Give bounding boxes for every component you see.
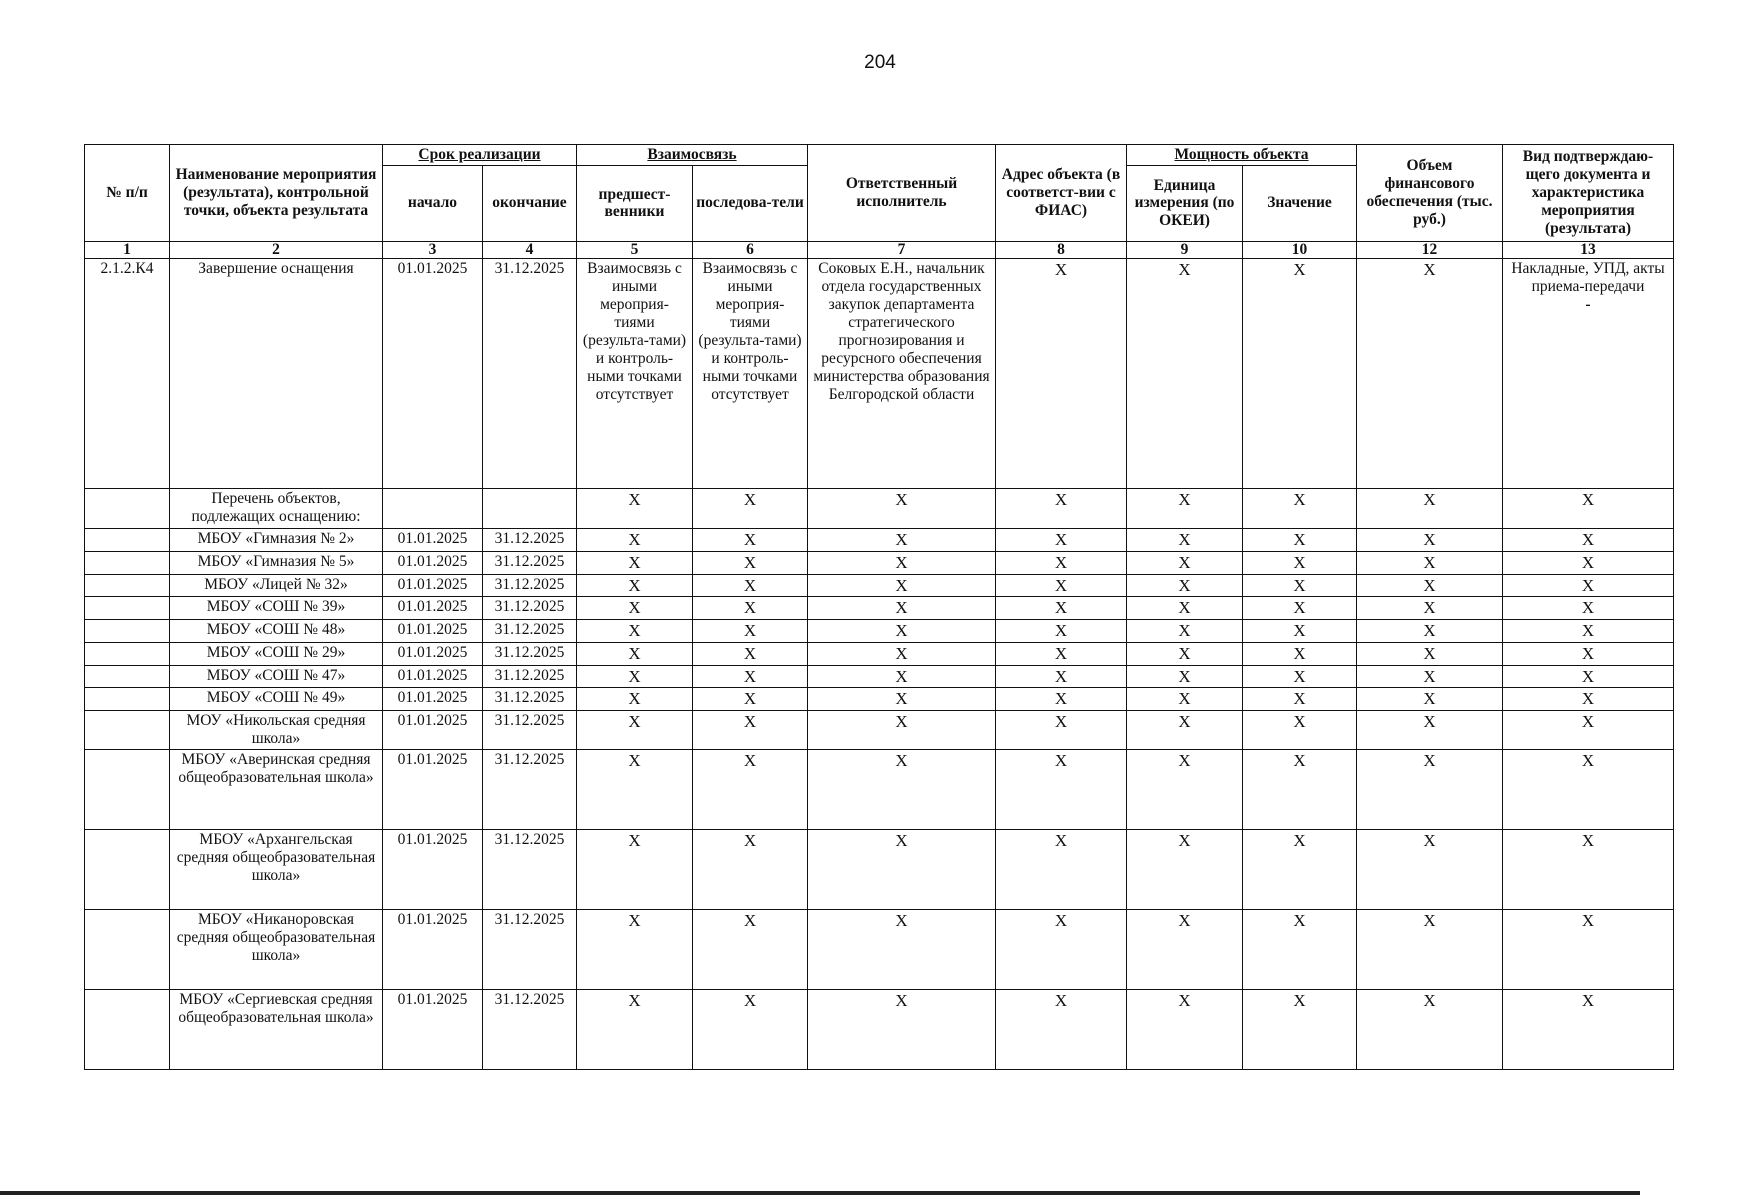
row-unit: Х: [1127, 642, 1243, 665]
row-name: МБОУ «Гимназия № 5»: [170, 551, 383, 574]
row-successors: Х: [693, 665, 808, 688]
row-predecessors: Х: [577, 620, 693, 643]
row-responsible: Х: [808, 642, 996, 665]
row-value: Х: [1243, 551, 1357, 574]
row-successors: Х: [693, 574, 808, 597]
row-successors: Х: [693, 710, 808, 749]
row-start-date: 01.01.2025: [383, 688, 483, 711]
row-end-date: 31.12.2025: [483, 909, 577, 989]
row-unit: Х: [1127, 574, 1243, 597]
row-address: Х: [996, 642, 1127, 665]
header-name: Наименование мероприятия (результата), контрольной точки, объекта результата: [170, 145, 383, 242]
table-row: [85, 829, 1674, 909]
row-responsible: Х: [808, 551, 996, 574]
row-value: Х: [1243, 529, 1357, 552]
row-responsible: Х: [808, 749, 996, 829]
row-end-date: 31.12.2025: [483, 620, 577, 643]
row-finance: Х: [1357, 574, 1503, 597]
row-finance: Х: [1357, 620, 1503, 643]
row-predecessors: Х: [577, 642, 693, 665]
row-responsible: Х: [808, 665, 996, 688]
row-value: Х: [1243, 909, 1357, 989]
row-value: Х: [1243, 749, 1357, 829]
row-name: МБОУ «СОШ № 48»: [170, 620, 383, 643]
column-number: 2: [170, 241, 383, 258]
row-document: [1503, 259, 1674, 489]
column-number: 3: [383, 241, 483, 258]
row-document: Х: [1503, 620, 1674, 643]
row-responsible: Х: [808, 989, 996, 1069]
row-end-date: 31.12.2025: [483, 829, 577, 909]
row-name: МБОУ «СОШ № 29»: [170, 642, 383, 665]
table-body: [85, 259, 1674, 529]
row-responsible: Х: [808, 829, 996, 909]
table-row: [85, 665, 1674, 688]
row-responsible: Х: [808, 489, 996, 529]
table-row: [85, 642, 1674, 665]
row-predecessors: Х: [577, 989, 693, 1069]
table-row-list-heading: [85, 489, 1674, 529]
row-value: Х: [1243, 574, 1357, 597]
header-responsible: Ответственный исполнитель: [808, 145, 996, 242]
row-unit: Х: [1127, 259, 1243, 489]
row-value: Х: [1243, 259, 1357, 489]
row-end-date: 31.12.2025: [483, 710, 577, 749]
row-start-date: 01.01.2025: [383, 259, 483, 489]
row-number: [85, 642, 170, 665]
row-document: Х: [1503, 665, 1674, 688]
page-number: 204: [864, 52, 896, 73]
row-finance: Х: [1357, 259, 1503, 489]
row-responsible: Х: [808, 620, 996, 643]
row-document: Х: [1503, 710, 1674, 749]
column-number: 8: [996, 241, 1127, 258]
header-relation-pred: предшест-венники: [577, 165, 693, 241]
row-start-date: 01.01.2025: [383, 529, 483, 552]
row-successors: Х: [693, 749, 808, 829]
row-number: [85, 597, 170, 620]
row-value: Х: [1243, 489, 1357, 529]
column-number: 4: [483, 241, 577, 258]
row-document: Х: [1503, 749, 1674, 829]
row-unit: Х: [1127, 688, 1243, 711]
row-successors: Х: [693, 909, 808, 989]
column-number: 7: [808, 241, 996, 258]
table-row: [85, 688, 1674, 711]
row-end-date: [483, 489, 577, 529]
row-address: Х: [996, 259, 1127, 489]
row-start-date: 01.01.2025: [383, 710, 483, 749]
events-table: [84, 144, 1674, 1070]
row-name: МБОУ «СОШ № 47»: [170, 665, 383, 688]
row-document: Х: [1503, 574, 1674, 597]
row-document: Х: [1503, 597, 1674, 620]
column-number: 6: [693, 241, 808, 258]
row-end-date: 31.12.2025: [483, 665, 577, 688]
row-finance: Х: [1357, 529, 1503, 552]
row-number: 2.1.2.К4: [85, 259, 170, 489]
row-number: [85, 749, 170, 829]
row-unit: Х: [1127, 620, 1243, 643]
row-name: МБОУ «Гимназия № 2»: [170, 529, 383, 552]
row-finance: Х: [1357, 597, 1503, 620]
row-responsible: Х: [808, 710, 996, 749]
row-successors: Х: [693, 688, 808, 711]
row-responsible: Х: [808, 597, 996, 620]
row-number: [85, 989, 170, 1069]
row-finance: Х: [1357, 489, 1503, 529]
row-document-text: Накладные, УПД, акты приема-передачи: [1511, 260, 1665, 296]
row-address: Х: [996, 551, 1127, 574]
row-end-date: 31.12.2025: [483, 688, 577, 711]
row-finance: Х: [1357, 989, 1503, 1069]
row-value: Х: [1243, 642, 1357, 665]
column-number: 10: [1243, 241, 1357, 258]
table-row: [85, 710, 1674, 749]
row-address: Х: [996, 574, 1127, 597]
row-finance: Х: [1357, 665, 1503, 688]
row-value: Х: [1243, 597, 1357, 620]
header-term-end: окончание: [483, 165, 577, 241]
row-name: Завершение оснащения: [170, 259, 383, 489]
row-address: Х: [996, 710, 1127, 749]
row-start-date: 01.01.2025: [383, 597, 483, 620]
row-value: Х: [1243, 710, 1357, 749]
row-predecessors: Х: [577, 710, 693, 749]
row-finance: Х: [1357, 909, 1503, 989]
row-value: Х: [1243, 989, 1357, 1069]
row-predecessors: Взаимосвязь с иными мероприя-тиями (результа-тами) и контроль-ными точками отсутствует: [577, 259, 693, 489]
header-capacity: Мощность объекта: [1127, 145, 1357, 166]
row-document: Х: [1503, 688, 1674, 711]
column-number: 12: [1357, 241, 1503, 258]
row-number: [85, 909, 170, 989]
row-number: [85, 529, 170, 552]
row-finance: Х: [1357, 710, 1503, 749]
row-document: Х: [1503, 909, 1674, 989]
row-address: Х: [996, 829, 1127, 909]
row-successors: Х: [693, 989, 808, 1069]
bottom-rule: [0, 1191, 1640, 1195]
row-name: Перечень объектов, подлежащих оснащению:: [170, 489, 383, 529]
row-unit: Х: [1127, 710, 1243, 749]
row-name: МБОУ «СОШ № 39»: [170, 597, 383, 620]
row-start-date: 01.01.2025: [383, 642, 483, 665]
table-row: [85, 529, 1674, 552]
table-row-main: [85, 259, 1674, 489]
row-value: Х: [1243, 665, 1357, 688]
row-responsible: Х: [808, 574, 996, 597]
row-address: Х: [996, 529, 1127, 552]
row-document: Х: [1503, 829, 1674, 909]
row-predecessors: Х: [577, 489, 693, 529]
row-start-date: 01.01.2025: [383, 829, 483, 909]
row-value: Х: [1243, 620, 1357, 643]
row-end-date: 31.12.2025: [483, 642, 577, 665]
row-predecessors: Х: [577, 688, 693, 711]
row-address: Х: [996, 909, 1127, 989]
row-successors: Х: [693, 620, 808, 643]
row-name: МБОУ «Архангельская средняя общеобразовательная школа»: [170, 829, 383, 909]
row-name: МОУ «Никольская средняя школа»: [170, 710, 383, 749]
row-address: Х: [996, 597, 1127, 620]
row-unit: Х: [1127, 909, 1243, 989]
row-document: Х: [1503, 642, 1674, 665]
row-predecessors: Х: [577, 529, 693, 552]
row-successors: Х: [693, 489, 808, 529]
row-predecessors: Х: [577, 574, 693, 597]
row-address: Х: [996, 620, 1127, 643]
row-number: [85, 665, 170, 688]
row-name: МБОУ «Лицей № 32»: [170, 574, 383, 597]
row-value: Х: [1243, 829, 1357, 909]
row-unit: Х: [1127, 749, 1243, 829]
row-end-date: 31.12.2025: [483, 597, 577, 620]
row-end-date: 31.12.2025: [483, 749, 577, 829]
column-number: 1: [85, 241, 170, 258]
row-document: Х: [1503, 551, 1674, 574]
row-name: МБОУ «СОШ № 49»: [170, 688, 383, 711]
table-row: [85, 597, 1674, 620]
row-number: [85, 574, 170, 597]
row-responsible: Х: [808, 688, 996, 711]
row-responsible: Соковых Е.Н., начальник отдела государственных закупок департамента стратегического прогнозирования и ресурсного обеспечения министерства образования Белгородской области: [808, 259, 996, 489]
row-number: [85, 688, 170, 711]
column-number: 9: [1127, 241, 1243, 258]
row-predecessors: Х: [577, 551, 693, 574]
header-address: Адрес объекта (в соответст-вии с ФИАС): [996, 145, 1127, 242]
row-number: [85, 489, 170, 529]
row-number: [85, 620, 170, 643]
table-row: [85, 574, 1674, 597]
row-end-date: 31.12.2025: [483, 259, 577, 489]
column-number: 13: [1503, 241, 1674, 258]
row-unit: Х: [1127, 529, 1243, 552]
row-start-date: 01.01.2025: [383, 749, 483, 829]
row-name: МБОУ «Аверинская средняя общеобразовательная школа»: [170, 749, 383, 829]
row-predecessors: Х: [577, 909, 693, 989]
row-predecessors: Х: [577, 597, 693, 620]
row-successors: Х: [693, 551, 808, 574]
row-finance: Х: [1357, 551, 1503, 574]
row-finance: Х: [1357, 688, 1503, 711]
row-unit: Х: [1127, 829, 1243, 909]
header-doc-type: Вид подтверждаю-щего документа и характеристика мероприятия (результата): [1503, 145, 1674, 242]
row-unit: Х: [1127, 665, 1243, 688]
row-responsible: Х: [808, 909, 996, 989]
row-predecessors: Х: [577, 829, 693, 909]
row-start-date: 01.01.2025: [383, 909, 483, 989]
header-relation: Взаимосвязь: [577, 145, 808, 166]
row-start-date: 01.01.2025: [383, 574, 483, 597]
row-address: Х: [996, 749, 1127, 829]
header-term-start: начало: [383, 165, 483, 241]
row-value: Х: [1243, 688, 1357, 711]
row-unit: Х: [1127, 597, 1243, 620]
row-name: МБОУ «Сергиевская средняя общеобразовательная школа»: [170, 989, 383, 1069]
row-responsible: Х: [808, 529, 996, 552]
row-finance: Х: [1357, 642, 1503, 665]
row-number: [85, 829, 170, 909]
row-address: Х: [996, 688, 1127, 711]
row-successors: Х: [693, 829, 808, 909]
row-successors: Х: [693, 642, 808, 665]
row-end-date: 31.12.2025: [483, 551, 577, 574]
row-unit: Х: [1127, 489, 1243, 529]
row-end-date: 31.12.2025: [483, 989, 577, 1069]
table-row: [85, 620, 1674, 643]
row-successors: Х: [693, 597, 808, 620]
header-capacity-value: Значение: [1243, 165, 1357, 241]
row-name: МБОУ «Никаноровская средняя общеобразовательная школа»: [170, 909, 383, 989]
row-address: Х: [996, 665, 1127, 688]
row-successors: Взаимосвязь с иными мероприя-тиями (результа-тами) и контроль-ными точками отсутствует: [693, 259, 808, 489]
row-finance: Х: [1357, 749, 1503, 829]
row-start-date: 01.01.2025: [383, 551, 483, 574]
row-end-date: 31.12.2025: [483, 529, 577, 552]
row-start-date: 01.01.2025: [383, 665, 483, 688]
row-start-date: [383, 489, 483, 529]
table-header: [85, 145, 1674, 259]
table-row: [85, 989, 1674, 1069]
row-predecessors: Х: [577, 749, 693, 829]
row-document: Х: [1503, 489, 1674, 529]
header-capacity-unit: Единица измерения (по ОКЕИ): [1127, 165, 1243, 241]
row-document: Х: [1503, 529, 1674, 552]
objects-list: [85, 529, 1674, 1070]
row-unit: Х: [1127, 551, 1243, 574]
row-document-mark: -: [1585, 296, 1591, 314]
row-end-date: 31.12.2025: [483, 574, 577, 597]
row-address: Х: [996, 489, 1127, 529]
row-start-date: 01.01.2025: [383, 620, 483, 643]
row-document: Х: [1503, 989, 1674, 1069]
table-row: [85, 551, 1674, 574]
row-finance: Х: [1357, 829, 1503, 909]
row-unit: Х: [1127, 989, 1243, 1069]
row-predecessors: Х: [577, 665, 693, 688]
table-row: [85, 749, 1674, 829]
table-row: [85, 909, 1674, 989]
row-number: [85, 551, 170, 574]
header-term: Срок реализации: [383, 145, 577, 166]
row-start-date: 01.01.2025: [383, 989, 483, 1069]
row-number: [85, 710, 170, 749]
row-address: Х: [996, 989, 1127, 1069]
header-no: № п/п: [85, 145, 170, 242]
column-number: 5: [577, 241, 693, 258]
header-relation-succ: последова-тели: [693, 165, 808, 241]
header-finance: Объем финансового обеспечения (тыс. руб.): [1357, 145, 1503, 242]
row-successors: Х: [693, 529, 808, 552]
